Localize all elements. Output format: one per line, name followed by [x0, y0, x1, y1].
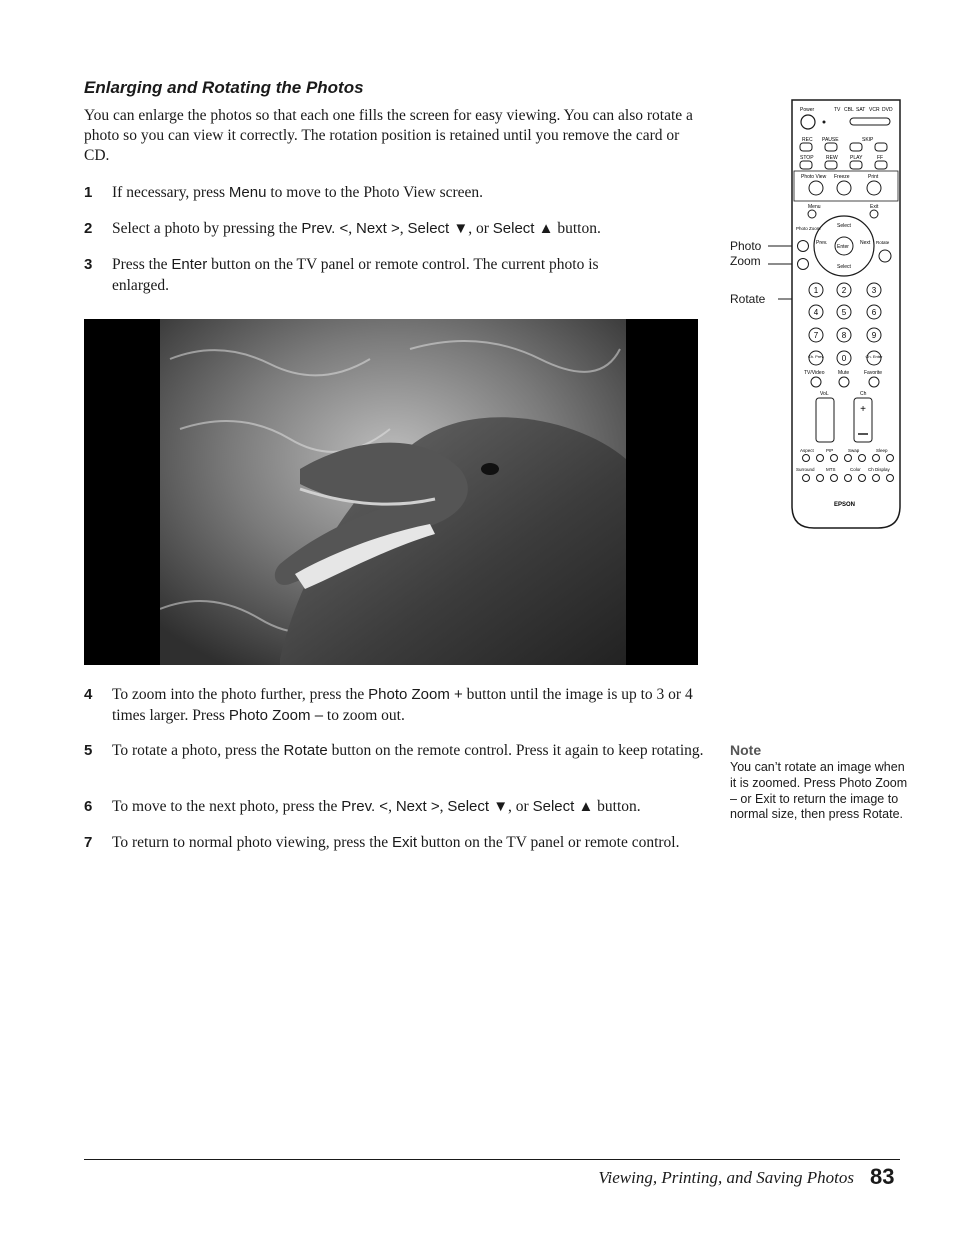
select-down-key: Select ▼ [447, 798, 509, 815]
select-up-key: Select ▲ [532, 798, 594, 815]
svg-text:Mute: Mute [838, 370, 850, 376]
step-2: 2 Select a photo by pressing the Prev. <, Next >, Select ▼, or Select ▲ button. [84, 220, 601, 237]
svg-text:Next: Next [860, 240, 871, 246]
note-text: You can’t rotate an image when it is zoomed. Press Photo Zoom – or Exit to return the image to normal size, then press Rotate. [730, 760, 908, 822]
enter-key: Enter [171, 256, 208, 273]
svg-text:2: 2 [841, 286, 847, 295]
step-1: 1 If necessary, press Menu to move to the Photo View screen. [84, 184, 484, 201]
exit-key: Exit [392, 834, 418, 851]
svg-text:5: 5 [841, 308, 847, 317]
svg-text:Prev.: Prev. [816, 240, 828, 246]
svg-text:0: 0 [841, 354, 847, 363]
svg-text:VoL: VoL [820, 391, 829, 397]
dolphin-image [160, 319, 626, 665]
svg-text:VCR: VCR [869, 107, 880, 113]
svg-text:Enter: Enter [837, 244, 849, 250]
section-title: Enlarging and Rotating the Photos [84, 78, 364, 97]
svg-text:TV: TV [834, 107, 841, 113]
svg-text:Aspect: Aspect [800, 448, 814, 453]
svg-text:Select: Select [837, 264, 851, 270]
next-key: Next > [355, 220, 400, 237]
svg-text:1: 1 [813, 286, 819, 295]
select-up-key: Select ▲ [492, 220, 554, 237]
svg-text:3: 3 [871, 286, 877, 295]
svg-text:SKIP: SKIP [862, 137, 874, 143]
svg-text:Select: Select [837, 223, 851, 229]
svg-text:Sleep: Sleep [876, 448, 888, 453]
svg-text:Photo Zoom: Photo Zoom [796, 226, 821, 231]
svg-text:PIP: PIP [826, 448, 834, 453]
next-key: Next > [395, 798, 440, 815]
svg-text:REW: REW [826, 155, 838, 161]
remote-control-illustration [728, 96, 908, 536]
step-number: 3 [84, 256, 93, 273]
footer-title: Viewing, Printing, and Saving Photos [598, 1168, 854, 1187]
svg-text:TV/Video: TV/Video [804, 370, 825, 376]
enlarged-dolphin-photo [84, 319, 698, 665]
svg-text:Print: Print [868, 174, 879, 180]
svg-text:PAUSE: PAUSE [822, 137, 839, 143]
svg-text:9: 9 [871, 331, 877, 340]
step-number: 1 [84, 184, 93, 201]
svg-text:SAT: SAT [856, 107, 866, 113]
footer-rule [84, 1159, 900, 1160]
step-number: 5 [84, 742, 93, 759]
step-3: 3 Press the Enter button on the TV panel or remote control. The current photo is enlarged. [84, 256, 599, 294]
note-box [730, 742, 908, 823]
svg-text:REC: REC [802, 137, 813, 143]
note-heading: Note [730, 742, 762, 758]
svg-text:PLAY: PLAY [850, 155, 863, 161]
callout-rotate: Rotate [730, 292, 766, 306]
intro-paragraph: You can enlarge the photos so that each one fills the screen for easy viewing. You can also rotate a photo so you can view it correctly. The rotation position is retained until you remove the card or CD. [84, 107, 693, 164]
svg-text:+: + [860, 404, 866, 415]
svg-text:8: 8 [841, 331, 847, 340]
svg-text:Ch: Ch [860, 391, 867, 397]
svg-text:Swap: Swap [848, 448, 860, 453]
menu-key: Menu [228, 184, 267, 201]
step-7: 7 To return to normal photo viewing, press the Exit button on the TV panel or remote control. [84, 834, 680, 851]
svg-text:FF: FF [877, 155, 884, 161]
svg-text:MTS: MTS [826, 467, 836, 472]
rotate-key: Rotate [283, 742, 328, 759]
callout-photo-zoom: Photo Zoom [730, 239, 762, 268]
svg-text:6: 6 [871, 308, 877, 317]
step-5: 5 To rotate a photo, press the Rotate button on the remote control. Press it again to keep rotating. [84, 742, 704, 759]
step-number: 7 [84, 834, 93, 851]
svg-text:CBL: CBL [844, 107, 854, 113]
step-number: 6 [84, 798, 93, 815]
step-6: 6 To move to the next photo, press the Prev. <, Next >, Select ▼, or Select ▲ button. [84, 798, 641, 815]
svg-text:Color: Color [850, 467, 861, 472]
svg-text:STOP: STOP [800, 155, 814, 161]
svg-text:4: 4 [813, 308, 819, 317]
step-4: 4 To zoom into the photo further, press the Photo Zoom + button until the image is up to 3 or 4 times larger. Press Photo Zoom – to zoom out. [84, 686, 693, 724]
svg-text:Ch. Enter: Ch. Enter [865, 354, 883, 359]
svg-text:DVD: DVD [882, 107, 893, 113]
page-number: 83 [870, 1164, 895, 1189]
svg-text:7: 7 [813, 331, 819, 340]
brand-logo: EPSON [834, 502, 856, 508]
select-down-key: Select ▼ [407, 220, 469, 237]
photo-zoom-plus-key: Photo Zoom + [368, 686, 463, 703]
svg-text:Ch. Prev.: Ch. Prev. [807, 354, 825, 359]
svg-text:Ch Display: Ch Display [868, 467, 890, 472]
prev-key: Prev. < [341, 798, 389, 815]
step-number: 2 [84, 220, 93, 237]
step-number: 4 [84, 686, 93, 703]
svg-text:Freeze: Freeze [834, 174, 850, 180]
svg-text:Exit: Exit [870, 204, 879, 210]
svg-text:Menu: Menu [808, 204, 821, 210]
svg-text:Rotate: Rotate [876, 240, 890, 245]
svg-text:Favorite: Favorite [864, 370, 883, 376]
prev-key: Prev. < [301, 220, 349, 237]
photo-zoom-minus-key: Photo Zoom – [228, 707, 324, 724]
svg-text:Surround: Surround [796, 467, 815, 472]
svg-text:Photo View: Photo View [801, 174, 827, 180]
power-label: Power [800, 107, 815, 113]
